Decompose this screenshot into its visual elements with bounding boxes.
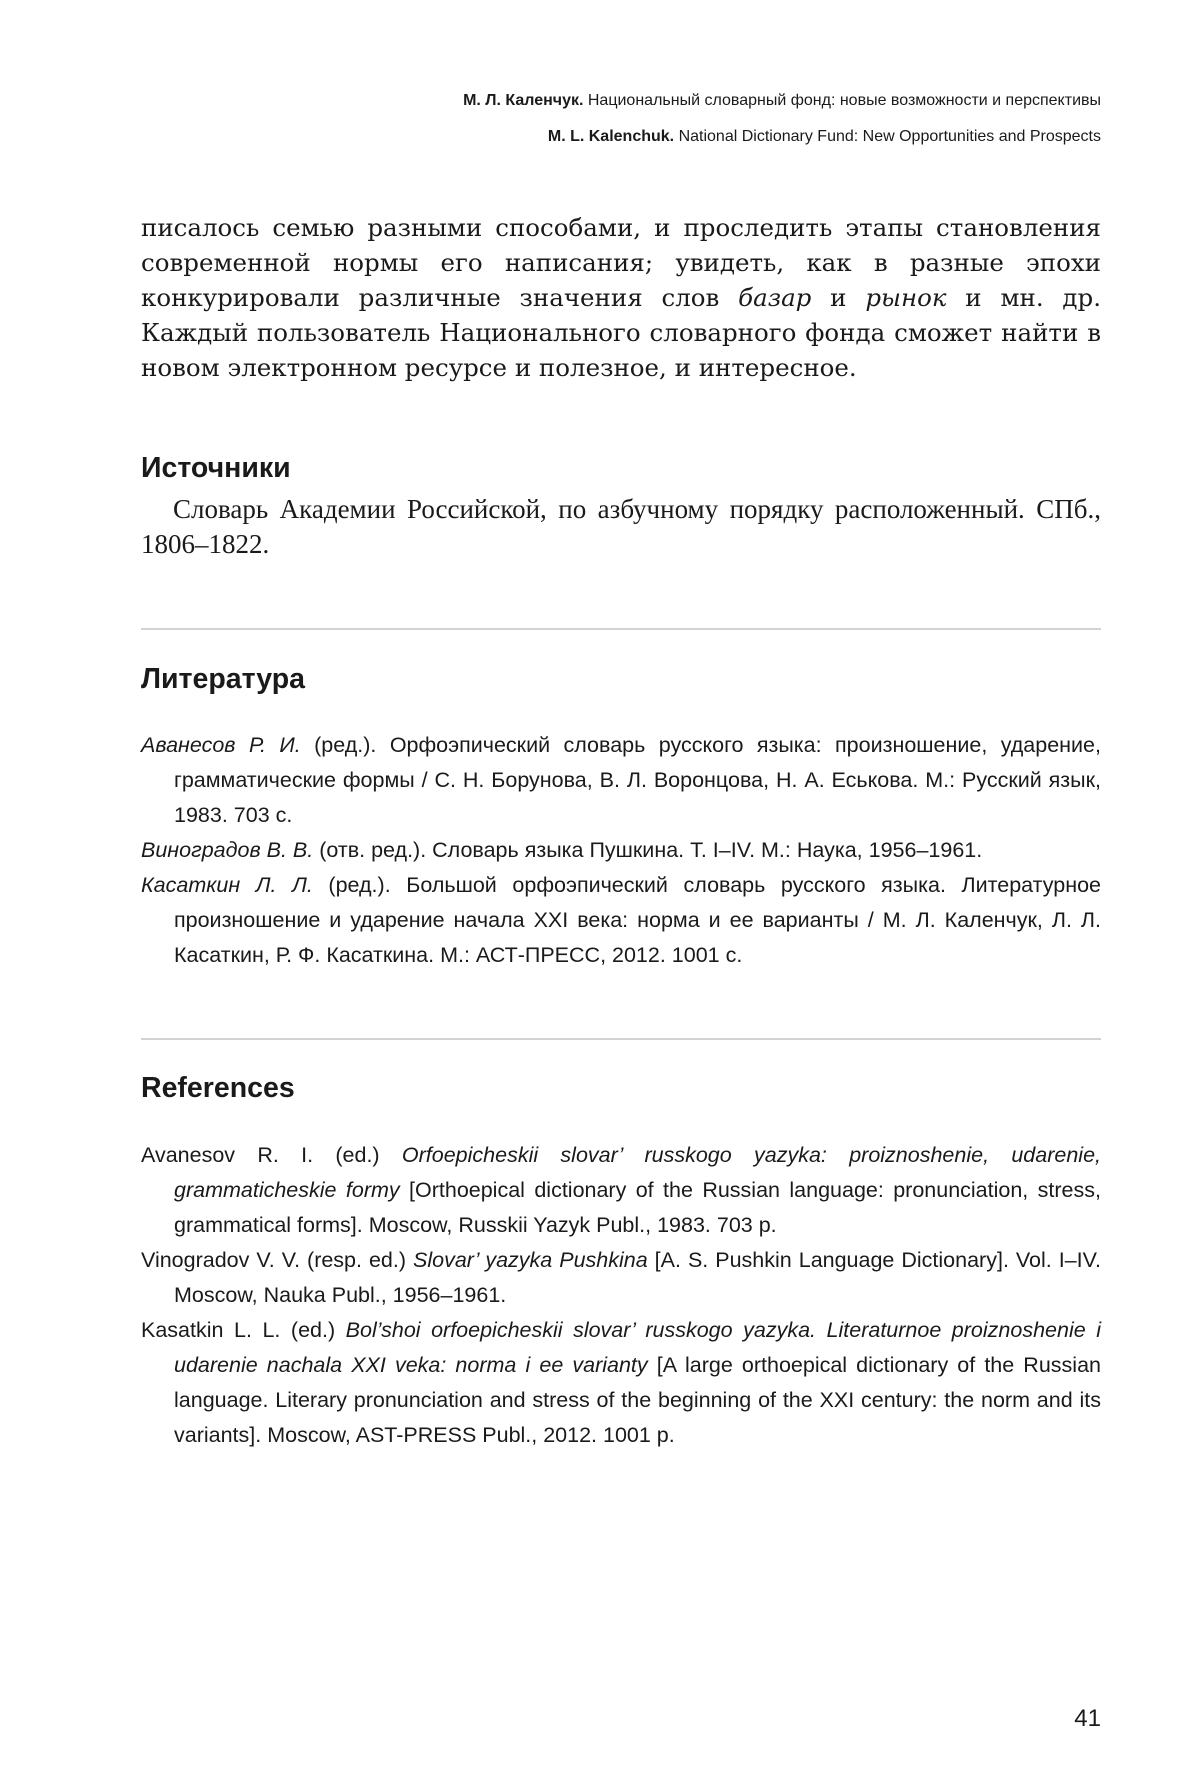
reference-title: Slovar’ yazyka Pushkina [413, 1248, 648, 1272]
page [141, 0, 1101, 1780]
literature-details: (ред.). Большой орфоэпический словарь русского языка. Литературное произношение и ударение начала XXI века: норма и ее варианты / М. Л. Каленчук, Л. Л. Касаткин, Р. Ф. Касаткина. М.: АСТ-ПРЕСС, 2012. 1001 с. [174, 873, 1101, 967]
literature-entry [141, 833, 1101, 868]
reference-entry [141, 1313, 1101, 1453]
reference-author: Vinogradov V. V. (resp. ed.) [141, 1248, 414, 1272]
references-heading: References [141, 1072, 295, 1104]
section-divider [141, 628, 1101, 630]
literature-heading: Литература [141, 663, 305, 695]
page-number: 41 [1074, 1705, 1101, 1732]
section-divider [141, 1038, 1101, 1040]
literature-details: (отв. ред.). Словарь языка Пушкина. Т. I–IV. М.: Наука, 1956–1961. [313, 838, 983, 862]
reference-title: Orfoepicheskii slovar’ russkogo yazyka: proiznoshenie, udarenie, grammaticheskie formy [174, 1143, 1101, 1202]
literature-entry [141, 868, 1101, 973]
running-head-en-author: M. L. Kalenchuk. [547, 128, 675, 145]
sources-item: Словарь Академии Российской, по азбучному порядку расположенный. СПб., 1806–1822. [141, 494, 1101, 559]
literature-author: Касаткин Л. Л. [141, 873, 313, 897]
reference-entry [141, 1138, 1101, 1243]
body-emphasis-bazar: базар [738, 283, 812, 312]
reference-author: Kasatkin L. L. (ed.) [141, 1318, 346, 1342]
running-head-ru-title: Национальный словарный фонд: новые возможности и перспективы [587, 92, 1101, 109]
reference-details: [Orthoepical dictionary of the Russian language: pronunciation, stress, grammatical forms]. Moscow, Russkii Yazyk Publ., 1983. 703 p. [174, 1178, 1101, 1237]
reference-entry [141, 1243, 1101, 1313]
reference-author: Avanesov R. I. (ed.) [141, 1143, 402, 1167]
reference-details: [A. S. Pushkin Language Dictionary]. Vol. I–IV. Moscow, Nauka Publ., 1956–1961. [174, 1248, 1101, 1307]
sources-heading: Источники [141, 452, 291, 484]
body-paragraph [141, 210, 1101, 385]
running-head-en-title: National Dictionary Fund: New Opportunities and Prospects [678, 128, 1101, 145]
literature-list [141, 728, 1101, 973]
body-text-part1: писалось семью разными способами, и проследить этапы становления современной нормы его написания; увидеть, как в разные эпохи конкурировали различные значения слов [141, 213, 1101, 312]
reference-title: Bol’shoi orfoepicheskii slovar’ russkogo yazyka. Literaturnoe proiznoshenie i udarenie nachala XXI veka: norma i ee varianty [174, 1318, 1101, 1377]
reference-details: [A large orthoepical dictionary of the Russian language. Literary pronunciation and stress of the beginning of the XXI century: the norm and its variants]. Moscow, AST-PRESS Publ., 2012. 1001 p. [174, 1353, 1101, 1447]
literature-author: Виноградов В. В. [141, 838, 314, 862]
body-text-part2: и [811, 283, 866, 312]
body-text-part3: и мн. др. Каждый пользователь Национального словарного фонда сможет найти в новом электронном ресурсе и полезное, и интересное. [141, 283, 1101, 382]
body-emphasis-rynok: рынок [865, 283, 947, 312]
literature-author: Аванесов Р. И. [141, 733, 301, 757]
running-head-ru [463, 92, 1101, 110]
running-head-ru-author: М. Л. Каленчук. [463, 92, 584, 109]
running-head-en [548, 128, 1101, 146]
references-list [141, 1138, 1101, 1453]
literature-entry [141, 728, 1101, 833]
literature-details: (ред.). Орфоэпический словарь русского языка: произношение, ударение, грамматические формы / С. Н. Борунова, В. Л. Воронцова, Н. А. Еськова. М.: Русский язык, 1983. 703 с. [174, 733, 1101, 827]
